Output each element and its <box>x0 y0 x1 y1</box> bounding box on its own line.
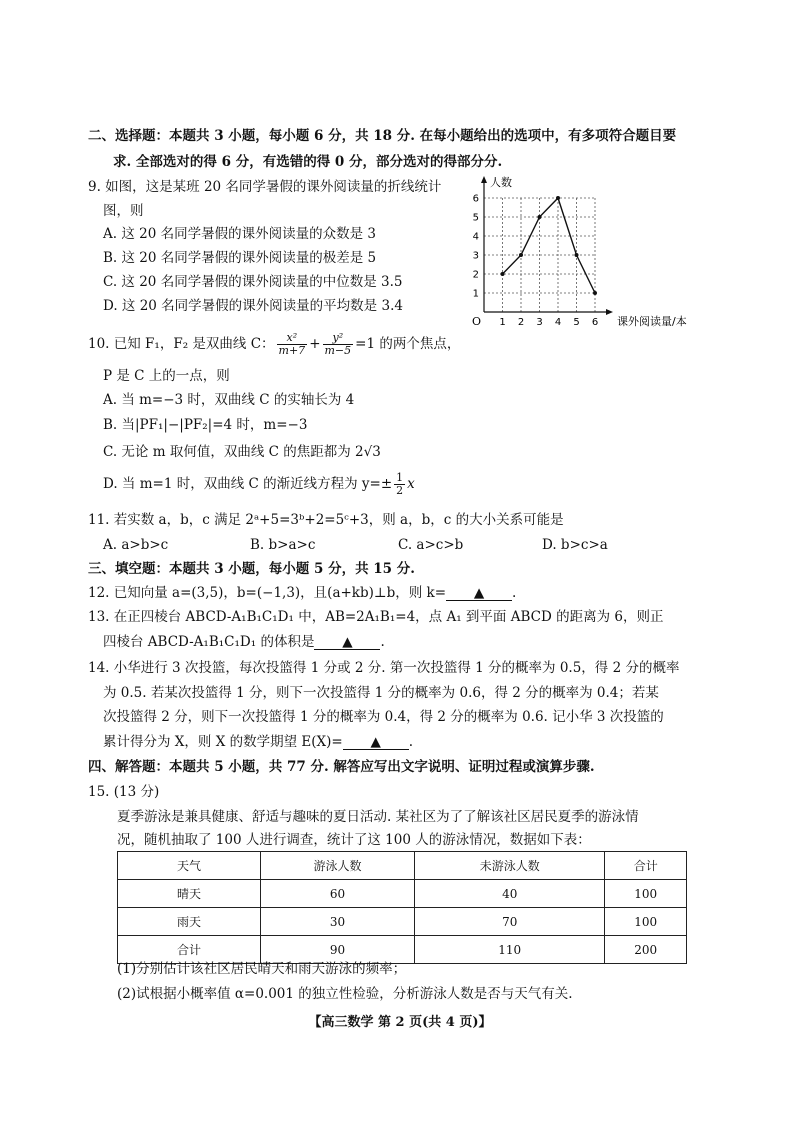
q10-frac1-numerator: x² <box>277 332 308 345</box>
page-footer: 【高三数学 第 2 页(共 4 页)】 <box>308 1015 492 1030</box>
q10-stem-pre: 10. 已知 F₁，F₂ 是双曲线 C： <box>88 336 275 352</box>
q10-stem-line-2: P 是 C 上的一点，则 <box>103 368 230 384</box>
q10-fraction-y <box>323 332 354 357</box>
table-header-cell: 游泳人数 <box>261 852 415 880</box>
x-tick-label: 6 <box>591 317 599 328</box>
table-cell: 40 <box>415 880 605 908</box>
q9-option-c: C. 这 20 名同学暑假的课外阅读量的中位数是 3.5 <box>103 274 403 290</box>
q10-frac1-denominator: m+7 <box>278 344 306 357</box>
data-point <box>556 196 560 200</box>
q11-option-a: A. a>b>c <box>103 537 169 553</box>
table-cell: 90 <box>261 936 415 964</box>
table-row <box>118 908 687 936</box>
q14-answer-blank: ▲ <box>343 735 409 750</box>
q9-option-b: B. 这 20 名同学暑假的课外阅读量的极差是 5 <box>103 250 377 266</box>
q14-post: . <box>408 734 413 750</box>
table-cell: 110 <box>415 936 605 964</box>
data-point <box>538 215 542 219</box>
q10-option-d-fraction <box>394 472 405 497</box>
q9-option-a: A. 这 20 名同学暑假的课外阅读量的众数是 3 <box>103 226 376 242</box>
q14-line-1: 14. 小华进行 3 次投篮，每次投篮得 1 分或 2 分. 第一次投篮得 1 分的概率为 0.5，得 2 分的概率 <box>88 660 680 676</box>
swimming-weather-table <box>117 851 687 964</box>
q13-post: . <box>380 634 385 650</box>
series-line <box>503 198 596 293</box>
q11-option-c: C. a>c>b <box>398 537 464 553</box>
table-cell: 100 <box>605 880 687 908</box>
y-axis-label: 人数 <box>490 176 512 189</box>
q10-option-d <box>103 472 415 497</box>
q9-stem-line-2: 图，则 <box>103 203 144 219</box>
q10-stem <box>88 332 460 357</box>
table-header-cell: 未游泳人数 <box>415 852 605 880</box>
data-point <box>593 291 597 295</box>
q15-subquestion-1: (1)分别估计该社区居民晴天和雨天游泳的频率； <box>117 961 407 977</box>
section-2-heading-line-2: 求. 全部选对的得 6 分，有选错的得 0 分，部分选对的得部分分. <box>113 154 503 170</box>
q11-option-d: D. b>c>a <box>542 537 608 553</box>
table-cell: 合计 <box>118 936 261 964</box>
q12-answer-blank: ▲ <box>446 586 512 601</box>
table-cell: 70 <box>415 908 605 936</box>
data-point <box>575 253 579 257</box>
table-cell: 60 <box>261 880 415 908</box>
q11-stem: 11. 若实数 a，b，c 满足 2ᵃ+5=3ᵇ+2=5ᶜ+3，则 a，b，c 的大小关系可能是 <box>88 512 564 528</box>
q14-line-4-pre: 累计得分为 X，则 X 的数学期望 E(X)= <box>103 734 343 750</box>
q12-pre: 12. 已知向量 a=(3,5)，b=(−1,3)，且(a+kb)⊥b，则 k= <box>88 585 447 601</box>
q10-fraction-x <box>277 332 308 357</box>
q10-frac2-denominator: m−5 <box>324 344 352 357</box>
q11-option-b: B. b>a>c <box>250 537 316 553</box>
origin-label: O <box>472 315 482 328</box>
q10-frac2-numerator: y² <box>323 332 354 345</box>
x-axis-label: 课外阅读量/本 <box>617 315 687 328</box>
y-tick-label: 5 <box>472 212 479 224</box>
q10-option-d-post: x <box>407 476 415 492</box>
table-row <box>118 880 687 908</box>
q14-line-4 <box>103 733 413 751</box>
table-cell: 200 <box>605 936 687 964</box>
q10-option-b: B. 当|PF₁|−|PF₂|=4 时，m=−3 <box>103 417 308 433</box>
q9-stem-line-1: 9. 如图，这是某班 20 名同学暑假的课外阅读量的折线统计 <box>88 179 442 195</box>
reading-line-chart <box>466 170 706 335</box>
q15-paragraph-line-1: 夏季游泳是兼具健康、舒适与趣味的夏日活动. 某社区为了了解该社区居民夏季的游泳情 <box>117 809 639 825</box>
q10-option-a: A. 当 m=−3 时，双曲线 C 的实轴长为 4 <box>103 392 355 408</box>
q10-d-numerator: 1 <box>396 471 404 484</box>
data-point <box>519 253 523 257</box>
y-axis-arrow <box>481 176 487 183</box>
table-cell: 30 <box>261 908 415 936</box>
q14-line-3: 次投篮得 2 分，则下一次投篮得 1 分的概率为 0.4，得 2 分的概率为 0.6. 记小华 3 次投篮的 <box>103 709 664 725</box>
table-header-cell: 合计 <box>605 852 687 880</box>
data-point <box>501 272 505 276</box>
table-header-cell: 天气 <box>118 852 261 880</box>
q15-label: 15. (13 分) <box>88 784 160 800</box>
q10-plus: + <box>309 336 321 352</box>
q15-paragraph-line-2: 况，随机抽取了 100 人进行调查，统计了这 100 人的游泳情况，数据如下表： <box>117 832 591 848</box>
q13-answer-blank: ▲ <box>314 635 380 650</box>
section-4-heading: 四、解答题：本题共 5 小题，共 77 分. 解答应写出文字说明、证明过程或演算步骤. <box>88 759 595 775</box>
x-tick-label: 5 <box>573 317 580 328</box>
x-tick-label: 4 <box>554 317 562 328</box>
q13-line-2 <box>103 633 385 651</box>
q10-stem-post: =1 的两个焦点， <box>355 336 461 352</box>
y-tick-label: 1 <box>472 288 479 300</box>
x-tick-label: 2 <box>517 317 525 328</box>
y-tick-label: 4 <box>472 231 479 243</box>
q15-subquestion-2: (2)试根据小概率值 α=0.001 的独立性检验，分析游泳人数是否与天气有关. <box>117 986 573 1002</box>
section-3-heading: 三、填空题：本题共 3 小题，每小题 5 分，共 15 分. <box>88 561 415 577</box>
table-cell: 晴天 <box>118 880 261 908</box>
q9-option-d: D. 这 20 名同学暑假的课外阅读量的平均数是 3.4 <box>103 298 403 314</box>
section-2-heading-line-1: 二、选择题：本题共 3 小题，每小题 6 分，共 18 分. 在每小题给出的选项中，有多项符合题目要 <box>88 128 677 144</box>
x-tick-label: 3 <box>536 317 543 328</box>
q13-line-1: 13. 在正四棱台 ABCD-A₁B₁C₁D₁ 中，AB=2A₁B₁=4，点 A₁ 到平面 ABCD 的距离为 6，则正 <box>88 609 664 625</box>
y-tick-label: 3 <box>472 250 479 262</box>
q14-line-2: 为 0.5. 若某次投篮得 1 分，则下一次投篮得 1 分的概率为 0.6，得 2 分的概率为 0.4；若某 <box>103 685 659 701</box>
table-header-row <box>118 852 687 880</box>
y-tick-label: 6 <box>472 193 479 205</box>
table-cell: 100 <box>605 908 687 936</box>
q10-option-c: C. 无论 m 取何值，双曲线 C 的焦距都为 2√3 <box>103 444 381 460</box>
table-cell: 雨天 <box>118 908 261 936</box>
q10-d-denominator: 2 <box>396 484 404 497</box>
q13-line-2-pre: 四棱台 ABCD-A₁B₁C₁D₁ 的体积是 <box>103 634 315 650</box>
q12-stem <box>88 584 516 602</box>
x-tick-label: 1 <box>499 317 506 328</box>
x-axis-arrow <box>606 309 613 315</box>
q10-option-d-pre: D. 当 m=1 时，双曲线 C 的渐近线方程为 y=± <box>103 476 393 492</box>
y-tick-label: 2 <box>472 269 479 281</box>
q12-post: . <box>512 585 517 601</box>
